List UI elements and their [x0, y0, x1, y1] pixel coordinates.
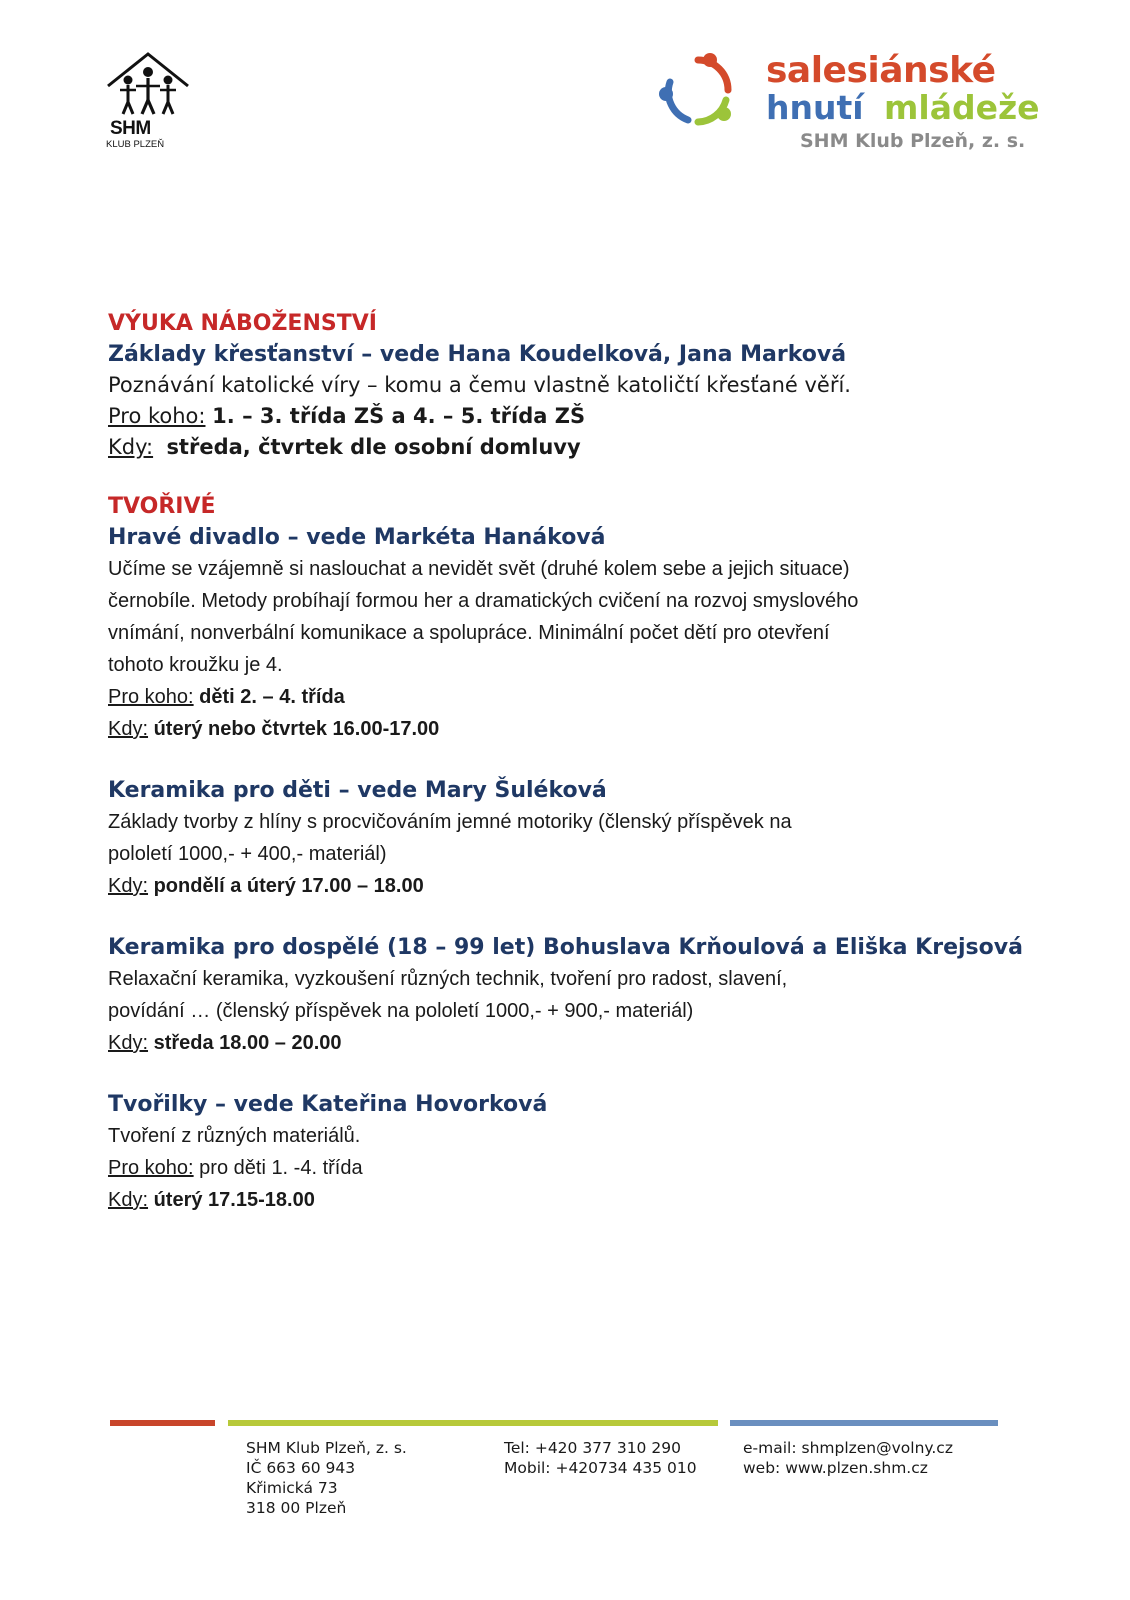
- footer-bar-red: [110, 1420, 215, 1426]
- activity-description-line: vnímání, nonverbální komunikace a spolupráce. Minimální počet dětí pro otevření: [108, 622, 830, 644]
- footer-city: 318 00 Plzeň: [246, 1499, 347, 1517]
- who-row: [108, 681, 1038, 713]
- footer-bar-blue: [730, 1420, 998, 1426]
- category-heading: TVOŘIVÉ: [108, 494, 216, 519]
- who-label: Pro koho:: [108, 404, 206, 428]
- section-vyuka: [108, 308, 1038, 463]
- when-label: Kdy:: [108, 1189, 149, 1211]
- activity-description-line: černobíle. Metody probíhají formou her a dramatických cvičení na rozvoj smyslového: [108, 590, 859, 612]
- when-label: Kdy:: [108, 1032, 149, 1054]
- logo-klub-text: KLUB PLZEŇ: [106, 139, 165, 150]
- activity-keramika-dospeli: [108, 932, 1038, 1059]
- main-content: [108, 308, 1038, 1216]
- who-value: děti 2. – 4. třída: [199, 686, 345, 708]
- footer-web: [743, 1438, 953, 1478]
- activity-description-line: tohoto kroužku je 4.: [108, 654, 283, 676]
- when-row: [108, 1027, 1038, 1059]
- activity-description-line: Základy tvorby z hlíny s procvičováním jemné motoriky (členský příspěvek na: [108, 811, 792, 833]
- when-value: středa 18.00 – 20.00: [153, 1032, 342, 1054]
- footer-email[interactable]: e-mail: shmplzen@volny.cz: [743, 1439, 953, 1457]
- who-row: [108, 1152, 1038, 1184]
- shm-klub-logo: [106, 52, 190, 152]
- logo-shm-text: SHM: [110, 118, 151, 139]
- logo-salesianske-text: salesiánské: [766, 50, 996, 91]
- activity-description-line: pololetí 1000,- + 400,- materiál): [108, 843, 387, 865]
- activity-divadlo: [108, 522, 1038, 745]
- when-row: [108, 713, 1038, 745]
- footer-bar-green: [228, 1420, 718, 1426]
- when-value: úterý 17.15-18.00: [153, 1189, 315, 1211]
- footer-street: Křimická 73: [246, 1479, 338, 1497]
- who-label: Pro koho:: [108, 1157, 194, 1179]
- salesianske-hnuti-logo: [672, 50, 1040, 160]
- logo-mladeze-text: mládeže: [884, 88, 1040, 127]
- activity-description-line: Tvoření z různých materiálů.: [108, 1125, 361, 1147]
- footer-phones: [504, 1438, 697, 1478]
- who-label: Pro koho:: [108, 686, 194, 708]
- activity-title: Keramika pro děti – vede Mary Šuléková: [108, 778, 607, 803]
- who-value: 1. – 3. třída ZŠ a 4. – 5. třída ZŠ: [212, 404, 586, 428]
- activity-description-line: povídání … (členský příspěvek na pololetí 1000,- + 900,- materiál): [108, 1000, 694, 1022]
- logo-klub-plzen-text: SHM Klub Plzeň, z. s.: [800, 130, 1026, 152]
- family-house-icon: [106, 52, 190, 118]
- activity-tvorilky: [108, 1089, 1038, 1216]
- footer-ico: IČ 663 60 943: [246, 1459, 356, 1477]
- section-tvorive: [108, 491, 1038, 1216]
- footer-website[interactable]: web: www.plzen.shm.cz: [743, 1459, 928, 1477]
- when-label: Kdy:: [108, 435, 154, 459]
- activity-description-line: Učíme se vzájemně si naslouchat a nevidět svět (druhé kolem sebe a jejich situace): [108, 558, 850, 580]
- footer-org-name: SHM Klub Plzeň, z. s.: [246, 1439, 407, 1457]
- who-row: [108, 401, 1038, 432]
- activity-description: Poznávání katolické víry – komu a čemu vlastně katoličtí křesťané věří.: [108, 373, 851, 397]
- when-row: [108, 432, 1038, 463]
- when-value: pondělí a úterý 17.00 – 18.00: [153, 875, 424, 897]
- activity-title: Základy křesťanství – vede Hana Koudelková, Jana Marková: [108, 342, 847, 367]
- activity-title: Hravé divadlo – vede Markéta Hanáková: [108, 525, 606, 550]
- activity-title: Tvořilky – vede Kateřina Hovorková: [108, 1092, 548, 1117]
- who-value: pro děti 1. -4. třída: [199, 1157, 363, 1179]
- footer-address: [246, 1438, 407, 1518]
- activity-keramika-deti: [108, 775, 1038, 902]
- when-label: Kdy:: [108, 718, 149, 740]
- category-heading: VÝUKA NÁBOŽENSTVÍ: [108, 311, 377, 336]
- when-label: Kdy:: [108, 875, 149, 897]
- when-row: [108, 1184, 1038, 1216]
- when-value: středa, čtvrtek dle osobní domluvy: [166, 435, 581, 459]
- when-row: [108, 870, 1038, 902]
- circle-people-icon: [658, 52, 738, 132]
- when-value: úterý nebo čtvrtek 16.00-17.00: [153, 718, 440, 740]
- activity-title: Keramika pro dospělé (18 – 99 let) Bohuslava Krňoulová a Eliška Krejsová: [108, 935, 1023, 960]
- activity-description-line: Relaxační keramika, vyzkoušení různých technik, tvoření pro radost, slavení,: [108, 968, 788, 990]
- footer-tel: Tel: +420 377 310 290: [504, 1439, 681, 1457]
- footer-mobil: Mobil: +420734 435 010: [504, 1459, 697, 1477]
- logo-hnuti-text: hnutí: [766, 88, 864, 127]
